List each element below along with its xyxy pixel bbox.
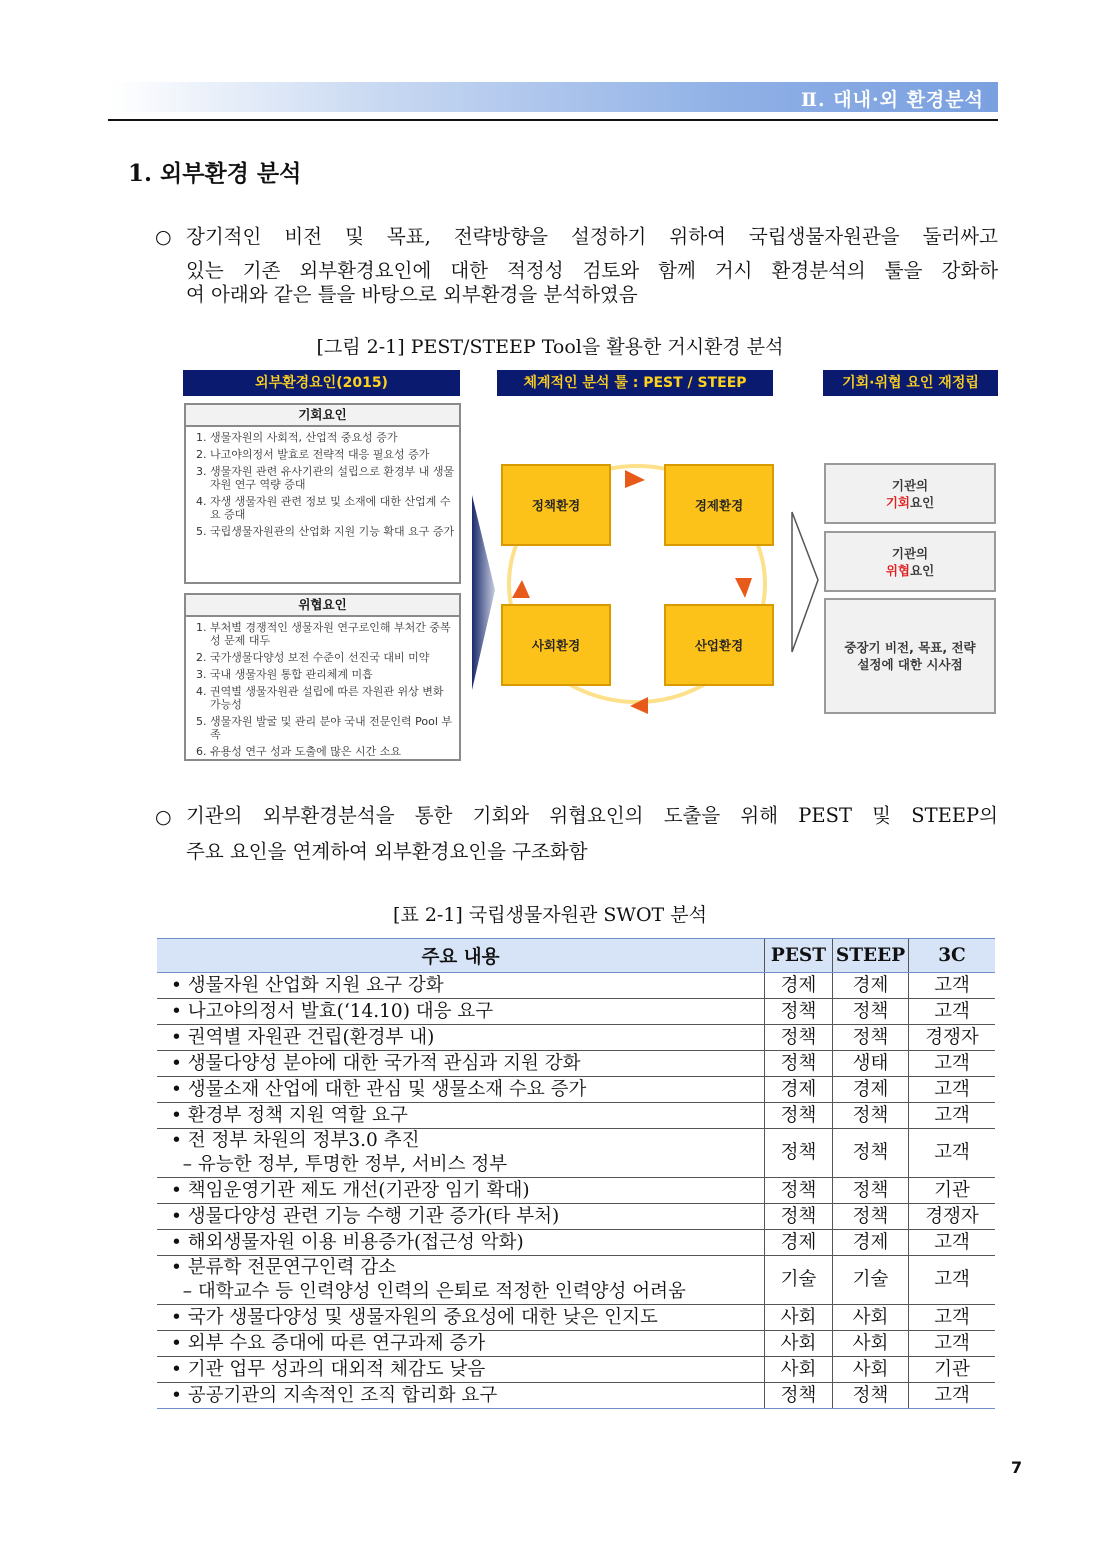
box-text: 기관의 [891, 477, 929, 493]
cell-steep: 정책 [833, 1103, 909, 1129]
table-caption: [표 2-1] 국립생물자원관 SWOT 분석 [393, 904, 707, 926]
table-row [157, 999, 995, 1025]
cell-c3: 고객 [909, 1305, 996, 1331]
box-text: 설정에 대한 시사점 [857, 657, 963, 672]
cell-pest: 정책 [765, 1103, 833, 1129]
cell-c3: 기관 [909, 1178, 996, 1204]
cell-c3: 고객 [909, 1077, 996, 1103]
content-main: • 해외생물자원 이용 비용증가(접근성 악화) [171, 1231, 524, 1253]
cell-content [157, 973, 765, 999]
cell-pest: 사회 [765, 1357, 833, 1383]
cell-steep: 경제 [833, 973, 909, 999]
cell-pest: 경제 [765, 1077, 833, 1103]
box-text: 중장기 비전, 목표, 전략 [844, 640, 976, 655]
factor-item: 2. 나고야의정서 발효로 전략적 대응 필요성 증가 [210, 448, 455, 461]
table-row [157, 1025, 995, 1051]
factor-item: 4. 자생 생물자원 관련 정보 및 소재에 대한 산업계 수요 증대 [210, 495, 455, 521]
cell-steep: 정책 [833, 1178, 909, 1204]
implications-box [824, 598, 996, 714]
figure-caption: [그림 2-1] PEST/STEEP Tool을 활용한 거시환경 분석 [316, 336, 784, 358]
content-main: • 기관 업무 성과의 대외적 체감도 낮음 [171, 1358, 486, 1380]
table-row [157, 1230, 995, 1256]
para1-line: 장기적인 비전 및 목표, 전략방향을 설정하기 위하여 국립생물자원관을 둘러싸고 [186, 225, 998, 248]
cell-content [157, 1178, 765, 1204]
factor-item: 4. 권역별 생물자원관 설립에 따른 자원관 위상 변화 가능성 [210, 685, 455, 711]
content-main: • 생물자원 산업화 지원 요구 강화 [171, 974, 444, 996]
cell-pest: 정책 [765, 999, 833, 1025]
cell-steep: 정책 [833, 999, 909, 1025]
cell-steep: 사회 [833, 1357, 909, 1383]
content-main: • 생물다양성 분야에 대한 국가적 관심과 지원 강화 [171, 1052, 581, 1074]
cell-pest: 정책 [765, 1025, 833, 1051]
cell-pest: 정책 [765, 1051, 833, 1077]
content-main: • 생물소재 산업에 대한 관심 및 생물소재 수요 증가 [171, 1078, 587, 1100]
table-row [157, 1383, 995, 1409]
factor-item: 1. 부처별 경쟁적인 생물자원 연구로인해 부처간 중복성 문제 대두 [210, 621, 455, 647]
factor-item: 1. 생물자원의 사회적, 산업적 중요성 증가 [210, 431, 455, 444]
factor-item: 6. 유용성 연구 성과 도출에 많은 시간 소요 [210, 745, 455, 758]
diagram-header-external-factors: 외부환경요인(2015) [183, 370, 460, 396]
cell-pest: 사회 [765, 1305, 833, 1331]
cell-content [157, 1204, 765, 1230]
content-main: • 생물다양성 관련 기능 수행 기관 증가(타 부처) [171, 1205, 560, 1227]
cell-pest: 정책 [765, 1383, 833, 1409]
cell-content [157, 1025, 765, 1051]
content-sub: – 유능한 정부, 투명한 정부, 서비스 정부 [171, 1154, 508, 1175]
box-text: 요인 [910, 562, 935, 578]
content-main: • 공공기관의 지속적인 조직 합리화 요구 [171, 1384, 498, 1406]
cell-content [157, 1103, 765, 1129]
cell-content [157, 1256, 765, 1305]
page-number: 7 [1011, 1458, 1023, 1477]
cell-pest: 기술 [765, 1256, 833, 1305]
col-header-pest: PEST [765, 939, 833, 973]
content-main: • 환경부 정책 지원 역할 요구 [171, 1104, 408, 1126]
table-row [157, 1051, 995, 1077]
cell-c3: 고객 [909, 999, 996, 1025]
table-row [157, 1256, 995, 1305]
highlight-text: 위협 [885, 562, 910, 578]
content-main: • 책임운영기관 제도 개선(기관장 임기 확대) [171, 1179, 530, 1201]
cell-steep: 정책 [833, 1204, 909, 1230]
factor-item: 5. 국립생물자원관의 산업화 지원 기능 확대 요구 증가 [210, 525, 455, 538]
cell-pest: 정책 [765, 1204, 833, 1230]
cell-c3: 고객 [909, 1331, 996, 1357]
cell-content [157, 999, 765, 1025]
factor-item: 2. 국가생물다양성 보전 수준이 선진국 대비 미약 [210, 651, 455, 664]
cell-content [157, 1305, 765, 1331]
cell-content [157, 1051, 765, 1077]
cell-steep: 정책 [833, 1129, 909, 1178]
cell-pest: 정책 [765, 1178, 833, 1204]
cell-c3: 경쟁자 [909, 1204, 996, 1230]
cell-steep: 경제 [833, 1077, 909, 1103]
chapter-header-bar [110, 82, 998, 112]
opportunity-title: 기회요인 [186, 405, 459, 427]
paragraph-1 [186, 225, 998, 306]
cell-content [157, 1357, 765, 1383]
bullet-circle: ○ [155, 226, 172, 248]
col-header-content: 주요 내용 [157, 939, 765, 973]
cycle-policy: 정책환경 [501, 464, 611, 546]
cell-c3: 기관 [909, 1357, 996, 1383]
content-main: • 외부 수요 증대에 따른 연구과제 증가 [171, 1332, 486, 1354]
factor-item: 3. 국내 생물자원 통합 관리체계 미흡 [210, 668, 455, 681]
cell-c3: 고객 [909, 1256, 996, 1305]
swot-table [157, 938, 995, 1409]
box-text: 기관의 [891, 545, 929, 561]
factor-item: 5. 생물자원 발굴 및 관리 분야 국내 전문인력 Pool 부족 [210, 715, 455, 741]
cell-c3: 고객 [909, 1051, 996, 1077]
table-row [157, 1129, 995, 1178]
institution-threat-box [824, 531, 996, 592]
cell-pest: 경제 [765, 973, 833, 999]
chevron-right-icon [792, 512, 818, 652]
cell-c3: 경쟁자 [909, 1025, 996, 1051]
cell-content [157, 1129, 765, 1178]
cell-content [157, 1383, 765, 1409]
content-main: • 국가 생물다양성 및 생물자원의 중요성에 대한 낮은 인지도 [171, 1306, 658, 1328]
cell-steep: 사회 [833, 1331, 909, 1357]
table-row [157, 973, 995, 999]
cell-content [157, 1331, 765, 1357]
cycle-arrow-icon [630, 697, 648, 714]
opportunity-box [184, 403, 461, 584]
cell-steep: 경제 [833, 1230, 909, 1256]
content-main: • 전 정부 차원의 정부3.0 추진 [171, 1130, 420, 1151]
cell-steep: 생태 [833, 1051, 909, 1077]
content-main: • 권역별 자원관 건립(환경부 내) [171, 1026, 435, 1048]
cycle-arrow-icon [512, 580, 530, 598]
content-sub: – 대학교수 등 인력양성 인력의 은퇴로 적정한 인력양성 어려움 [171, 1281, 686, 1302]
cell-steep: 기술 [833, 1256, 909, 1305]
cell-c3: 고객 [909, 973, 996, 999]
cell-pest: 사회 [765, 1331, 833, 1357]
cell-steep: 정책 [833, 1025, 909, 1051]
cell-c3: 고객 [909, 1383, 996, 1409]
table-row [157, 1357, 995, 1383]
table-row [157, 1331, 995, 1357]
opportunity-list [186, 431, 459, 538]
content-main: • 분류학 전문연구인력 감소 [171, 1257, 397, 1278]
chapter-title: Ⅱ. 대내·외 환경분석 [801, 89, 984, 111]
cell-c3: 고객 [909, 1129, 996, 1178]
institution-opportunity-box [824, 463, 996, 524]
cell-content [157, 1230, 765, 1256]
col-header-3c: 3C [909, 939, 996, 973]
cycle-industry: 산업환경 [664, 604, 774, 686]
table-row [157, 1178, 995, 1204]
diagram-header-analysis-tool: 체계적인 분석 툴 : PEST / STEEP [497, 370, 773, 396]
section-heading: 1. 외부환경 분석 [128, 160, 302, 187]
cycle-society: 사회환경 [501, 604, 611, 686]
cell-pest: 경제 [765, 1230, 833, 1256]
table-row [157, 1077, 995, 1103]
para1-line: 있는 기존 외부환경요인에 대한 적정성 검토와 함께 거시 환경분석의 툴을 강화하 [186, 259, 998, 283]
chevron-right-icon [472, 495, 495, 690]
threat-title: 위협요인 [186, 595, 459, 617]
factor-item: 3. 생물자원 관련 유사기관의 설립으로 환경부 내 생물자원 연구 역량 증대 [210, 465, 455, 491]
cell-steep: 정책 [833, 1383, 909, 1409]
cycle-economy: 경제환경 [664, 464, 774, 546]
threat-list [186, 621, 459, 758]
bullet-circle: ○ [155, 806, 172, 828]
cycle-arrow-icon [625, 470, 645, 488]
para1-line: 여 아래와 같은 틀을 바탕으로 외부환경을 분석하였음 [186, 282, 638, 306]
cell-steep: 사회 [833, 1305, 909, 1331]
para2-line: 기관의 외부환경분석을 통한 기회와 위협요인의 도출을 위해 PEST 및 STEEP의 [186, 804, 998, 827]
col-header-steep: STEEP [833, 939, 909, 973]
cell-c3: 고객 [909, 1230, 996, 1256]
para2-line: 주요 요인을 연계하여 외부환경요인을 구조화함 [186, 840, 588, 864]
table-row [157, 1305, 995, 1331]
cell-pest: 정책 [765, 1129, 833, 1178]
cycle-arrow-icon [735, 578, 752, 598]
box-text: 요인 [910, 494, 935, 510]
cell-c3: 고객 [909, 1103, 996, 1129]
threat-box [184, 593, 461, 761]
header-divider [108, 119, 998, 121]
table-row [157, 1103, 995, 1129]
content-main: • 나고야의정서 발효(‘14.10) 대응 요구 [171, 1000, 494, 1022]
diagram-header-redefine: 기회·위협 요인 재정립 [823, 370, 998, 396]
highlight-text: 기회 [885, 494, 910, 510]
table-row [157, 1204, 995, 1230]
cell-content [157, 1077, 765, 1103]
paragraph-2 [186, 804, 998, 864]
